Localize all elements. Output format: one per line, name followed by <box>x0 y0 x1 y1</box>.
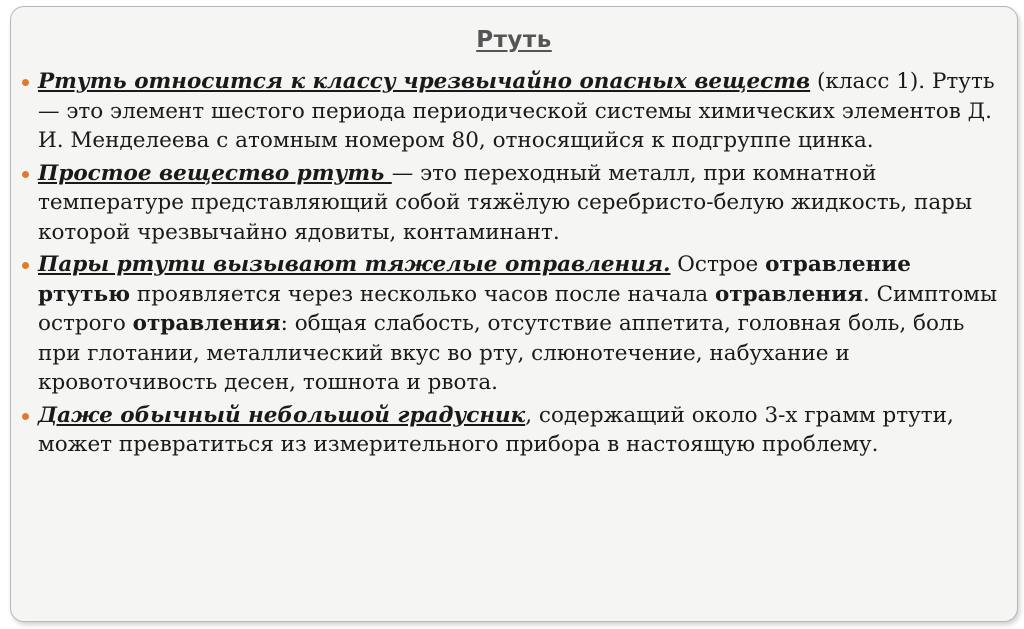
bullet-item <box>38 250 1006 398</box>
bullet-dot-icon <box>22 413 29 420</box>
slide-content <box>38 67 1006 460</box>
bullet-text: Острое <box>670 252 766 277</box>
bullet-item <box>38 159 1006 248</box>
bullet-text: (класс 1). Ртуть — это элемент шестого периода периодической системы химических элементов Д. И. Менделеева с атомным номером 80, относящийся к подгруппе цинка. <box>38 69 995 153</box>
bullet-lead: Пары ртути вызывают тяжелые отравления. <box>38 252 671 277</box>
bold-term: отравления <box>714 281 863 307</box>
bullet-dot-icon <box>22 171 29 178</box>
bullet-item <box>38 401 1006 460</box>
bullet-dot-icon <box>22 79 29 86</box>
bullet-text: проявляется через несколько часов после начала <box>130 281 715 307</box>
bullet-text: — это переходный металл, при комнатной температуре представляющий собой тяжёлую серебристо-белую жидкость, пары которой чрезвычайно ядовиты, контаминант. <box>38 160 973 245</box>
bullet-lead: Даже обычный небольшой градусник <box>38 402 526 428</box>
slide-frame <box>10 6 1018 622</box>
bullet-text: : общая слабость, отсутствие аппетита, головная боль, боль при глотании, металлический вкус во рту, слюнотечение, набухание и кровоточивость десен, тошнота и рвота. <box>38 311 965 395</box>
bold-term: отравление ртутью <box>38 252 911 307</box>
bullet-text: , содержащий около 3-х грамм ртути, может превратиться из измерительного прибора в настоящую проблему. <box>38 402 954 457</box>
bullet-text: . Симптомы острого <box>38 281 998 336</box>
bold-term: отравления <box>132 311 281 336</box>
bullet-dot-icon <box>22 262 29 269</box>
bullet-item <box>38 67 1006 156</box>
slide-title: Ртуть <box>476 27 552 53</box>
bullet-lead: Ртуть относится к классу чрезвычайно опасных веществ <box>38 69 811 94</box>
bullet-lead: Простое вещество ртуть <box>38 160 392 186</box>
